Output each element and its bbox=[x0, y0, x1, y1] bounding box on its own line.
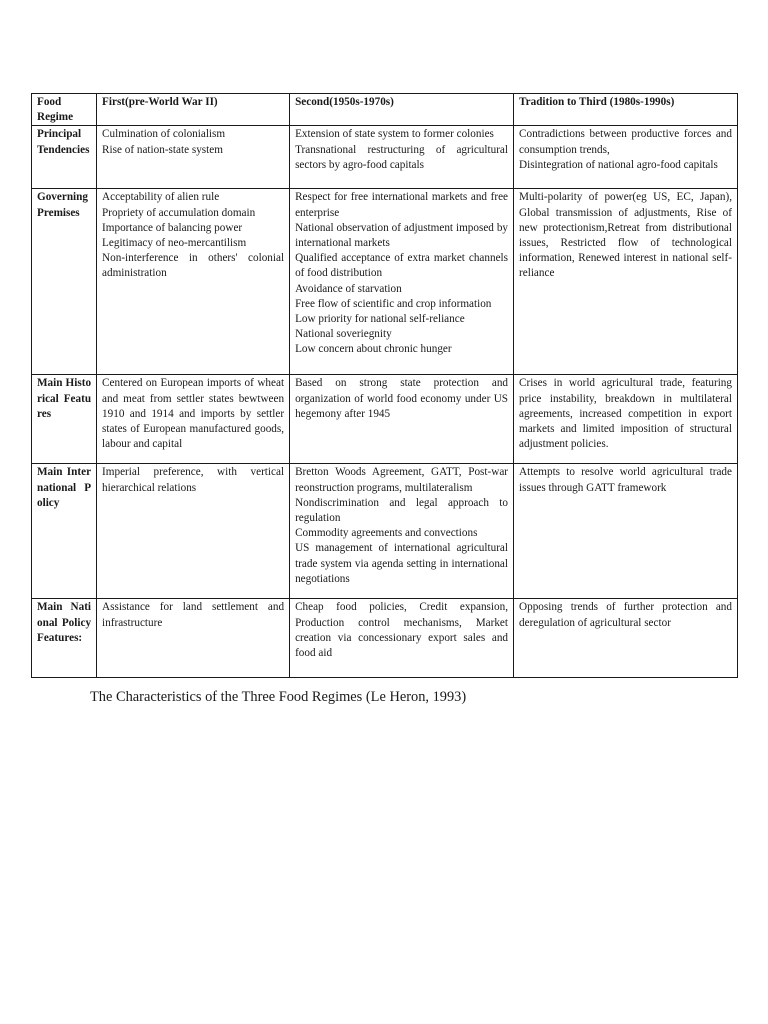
table-cell bbox=[97, 375, 290, 464]
header-second-regime: Second(1950s-1970s) bbox=[290, 94, 514, 126]
table-cell bbox=[514, 189, 738, 375]
table-caption: The Characteristics of the Three Food Regimes (Le Heron, 1993) bbox=[90, 689, 467, 705]
cell-text: Nondiscrimination and legal approach to regulation bbox=[295, 496, 509, 525]
cell-text: Multi-polarity of power(eg US, EC, Japan), Global transmission of adjustments, Rise of new protectionism,Retreat from distributional issues, Restricted flow of technological information, Renewed interest in national self-reliance bbox=[519, 191, 732, 280]
header-first-regime: First(pre-World War II) bbox=[97, 94, 290, 126]
table-cell bbox=[514, 375, 738, 464]
cell-text: Contradictions between productive forces and consumption trends, bbox=[519, 128, 732, 156]
cell-text: Centered on European imports of wheat and meat from settler states bewtween 1910 and 1914 and imports by settler states of European manufactured goods, labour and capital bbox=[102, 377, 285, 451]
header-food-regime: Food Regime bbox=[32, 94, 97, 126]
table-cell bbox=[514, 464, 738, 599]
cell-text: Importance of balancing power bbox=[102, 221, 243, 234]
table-cell bbox=[290, 189, 514, 375]
cell-text: Avoidance of starvation bbox=[295, 282, 402, 295]
cell-text: Legitimacy of neo-mercantilism bbox=[102, 237, 247, 250]
cell-text: Qualified acceptance of extra market channels of food distribution bbox=[295, 252, 509, 280]
cell-text: Based on strong state protection and organization of world food economy under US hegemony after 1945 bbox=[295, 377, 509, 420]
table-cell bbox=[97, 126, 290, 189]
cell-text: Cheap food policies, Credit expansion, Production control mechanisms, Market creation via concessionary export sales and food aid bbox=[295, 601, 509, 660]
table-cell bbox=[514, 599, 738, 678]
table-row bbox=[32, 189, 738, 375]
cell-text: Disintegration of national agro-food capitals bbox=[519, 158, 718, 171]
cell-text: Low priority for national self-reliance bbox=[295, 313, 465, 326]
table-cell bbox=[97, 189, 290, 375]
row-label: Principal Tendencies bbox=[32, 126, 97, 189]
table-cell bbox=[290, 126, 514, 189]
row-label: Main Historical Features bbox=[32, 375, 97, 464]
cell-text: Propriety of accumulation domain bbox=[102, 206, 256, 219]
cell-text: Transnational restructuring of agricultural sectors by agro-food capitals bbox=[295, 143, 509, 171]
cell-text: Crises in world agricultural trade, featuring price instability, breakdown in multilateral agreements, increased competition in export markets and limited imposition of structural adjustment policies. bbox=[519, 377, 732, 451]
food-regimes-table bbox=[31, 93, 738, 678]
cell-text: Free flow of scientific and crop information bbox=[295, 297, 492, 310]
table-header-row bbox=[32, 94, 738, 126]
cell-text: Extension of state system to former colonies bbox=[295, 128, 494, 141]
cell-text: Culmination of colonialism bbox=[102, 128, 226, 141]
cell-text: Commodity agreements and convections bbox=[295, 527, 478, 540]
cell-text: Acceptability of alien rule bbox=[102, 191, 220, 204]
cell-text: Rise of nation-state system bbox=[102, 143, 223, 156]
table-row bbox=[32, 464, 738, 599]
header-third-regime: Tradition to Third (1980s-1990s) bbox=[514, 94, 738, 126]
table-body bbox=[32, 126, 738, 678]
cell-text: Opposing trends of further protection and deregulation of agricultural sector bbox=[519, 601, 732, 629]
cell-text: Low concern about chronic hunger bbox=[295, 343, 452, 356]
table-cell bbox=[97, 599, 290, 678]
cell-text: Imperial preference, with vertical hierarchical relations bbox=[102, 466, 285, 494]
cell-text: National soveriegnity bbox=[295, 328, 392, 341]
cell-text: Assistance for land settlement and infrastructure bbox=[102, 601, 285, 629]
row-label: Main National Policy Features: bbox=[32, 599, 97, 678]
table-cell bbox=[290, 599, 514, 678]
table-cell bbox=[290, 464, 514, 599]
cell-text: Non-interference in others' colonial administration bbox=[102, 252, 285, 280]
cell-text: Attempts to resolve world agricultural trade issues through GATT framework bbox=[519, 466, 732, 494]
table-cell bbox=[97, 464, 290, 599]
cell-text: National observation of adjustment imposed by international markets bbox=[295, 221, 509, 250]
table-row bbox=[32, 375, 738, 464]
table-cell bbox=[514, 126, 738, 189]
table-row bbox=[32, 126, 738, 189]
cell-text: US management of international agricultural trade system via agenda setting in international negotiations bbox=[295, 542, 509, 585]
table-cell bbox=[290, 375, 514, 464]
table-row bbox=[32, 599, 738, 678]
row-label: Main International Policy bbox=[32, 464, 97, 599]
cell-text: Respect for free international markets and free enterprise bbox=[295, 191, 509, 219]
cell-text: Bretton Woods Agreement, GATT, Post-war reonstruction programs, multilateralism bbox=[295, 466, 509, 494]
row-label: Governing Premises bbox=[32, 189, 97, 375]
